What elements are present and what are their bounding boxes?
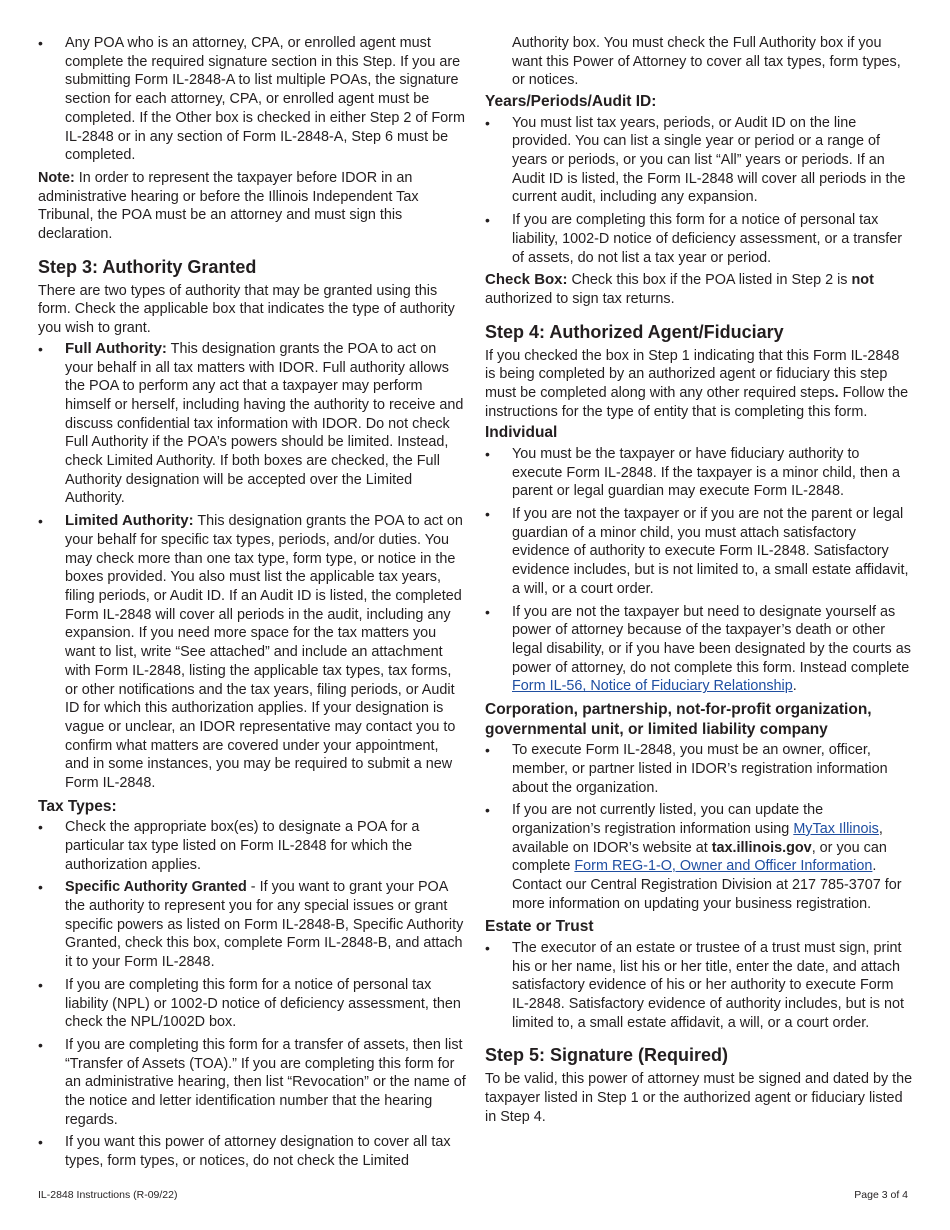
- left-column: [38, 34, 466, 1175]
- checkbox-text-2: authorized to sign tax returns.: [485, 290, 675, 307]
- estate-list: [485, 939, 913, 1033]
- corp-bullet-2-d: . Contact our Central Registration Division at 217 785-3707 for more information on updating your business registration.: [512, 858, 902, 912]
- step3-intro: There are two types of authority that may be granted using this form. Check the applicable box that indicates the type of authority you wish to grant.: [38, 282, 455, 337]
- years-heading: Years/Periods/Audit ID:: [485, 93, 657, 111]
- list-item: • You must list tax years, periods, or Audit ID on the line provided. You can list a single year or period or a range of years or periods, or you can list “All” years or periods. If an Audit ID is listed, the Form IL-2848 will cover all periods in the current audit, including any expansion.: [485, 114, 913, 208]
- step5-text: To be valid, this power of attorney must be signed and dated by the taxpayer listed in Step 1 or the authorized agent or fiduciary listed in Step 4.: [485, 1071, 913, 1125]
- footer-form-id: IL-2848 Instructions (R-09/22): [38, 1189, 178, 1201]
- step3-heading: Step 3: Authority Granted: [38, 256, 257, 277]
- form-il-56-link[interactable]: Form IL-56, Notice of Fiduciary Relationship: [512, 678, 793, 695]
- list-item-limited-authority: [38, 512, 466, 793]
- full-authority-text: This designation grants the POA to act on your behalf in all tax matters with IDOR. Full authority allows the POA to perform any act that a taxpayer may perform himself or herself, including having the authority to receive and discuss confidential tax information with IDOR. Do not check Full Authority if the POA’s powers should be limited. Instead, check Limited Authority. If both boxes are checked, the Full Authority designation will be accepted over the Limited Authority.: [65, 340, 464, 507]
- individual-list: [485, 445, 913, 696]
- list-item: • Check the appropriate box(es) to designate a POA for a particular tax type listed on Form IL-2848 for which the authorization applies.: [38, 818, 466, 874]
- list-item: • If you are not the taxpayer or if you are not the parent or legal guardian of a minor child, you must attach satisfactory evidence of authority to execute Form IL-2848. Satisfactory evidence includes, but is not limited to, a small estate affidavit, a will, or a court order.: [485, 505, 913, 599]
- corp-bullet-2-b: , available on IDOR’s website at: [512, 820, 883, 856]
- step4-heading: Step 4: Authorized Agent/Fiduciary: [485, 321, 784, 342]
- years-list: [485, 114, 913, 268]
- ind-bullet-3-text: If you are not the taxpayer but need to designate yourself as power of attorney because of the taxpayer’s death or other legal disability, or if you have been designated by the courts as power of attorney, do not complete this form. Instead complete: [512, 603, 911, 676]
- mytax-illinois-link[interactable]: MyTax Illinois: [793, 820, 879, 837]
- corporation-list: [485, 741, 913, 913]
- specific-authority-label: Specific Authority Granted: [65, 879, 247, 896]
- list-item: • Any POA who is an attorney, CPA, or enrolled agent must complete the required signature section in this Step. If you are submitting Form IL-2848-A to list multiple POAs, the signature section for each attorney, CPA, or enrolled agent must be completed. If the Other box is checked in either Step 2 of Form IL-2848 or in any section of Form IL-2848-A, Step 6 must be completed.: [38, 34, 466, 165]
- checkbox-paragraph: [485, 271, 913, 308]
- list-item: • The executor of an estate or trustee of a trust must sign, print his or her name, list his or her title, enter the date, and attach satisfactory evidence of his or her authority to execute Form IL-2848. Satisfactory evidence of authority includes, but is not limited to, a small estate affidavit, a will, or a court order.: [485, 939, 913, 1033]
- note-paragraph: [38, 169, 466, 244]
- tax-types-heading: Tax Types:: [38, 797, 117, 815]
- step5-heading: Step 5: Signature (Required): [485, 1045, 729, 1066]
- list-item: • If you are completing this form for a notice of personal tax liability, 1002-D notice of deficiency assessment, or a transfer of assets, do not list a tax year or period.: [485, 211, 913, 267]
- step4-intro-dot: .: [834, 385, 839, 402]
- continuation-text: Authority box. You must check the Full Authority box if you want this Power of Attorney to cover all tax types, form types, or notices.: [512, 35, 901, 89]
- footer-page-number: Page 3 of 4: [854, 1189, 908, 1201]
- website-url: tax.illinois.gov: [711, 839, 812, 856]
- list-item: [485, 801, 913, 913]
- list-item-specific-authority: [38, 878, 466, 972]
- list-item: [485, 603, 913, 697]
- step4-intro-1: If you checked the box in Step 1 indicating that this Form IL-2848 is being completed by an authorized agent or fiduciary this step must be completed along with any other required steps: [485, 347, 900, 402]
- list-item: • If you are completing this form for a transfer of assets, then list “Transfer of Assets (TOA).” If you are completing this form for an administrative hearing, then list “Revocation” or the name of the notice and letter identification number that the hearing regards.: [38, 1036, 466, 1130]
- list-item: • You must be the taxpayer or have fiduciary authority to execute Form IL-2848. If the taxpayer is a minor child, then a parent or legal guardian may execute Form IL-2848.: [485, 445, 913, 501]
- list-item-full-authority: [38, 340, 466, 508]
- individual-heading: Individual: [485, 424, 558, 442]
- note-text: In order to represent the taxpayer before IDOR in an administrative hearing or before the Illinois Independent Tax Tribunal, the POA must be an attorney and must sign this declaration.: [38, 169, 419, 243]
- poa-signature-list: [38, 34, 466, 165]
- corp-bullet-2-c: , or you can complete: [512, 839, 887, 875]
- right-column: [485, 34, 913, 1129]
- tax-types-list: [38, 818, 466, 1171]
- full-authority-label: Full Authority:: [65, 339, 167, 357]
- list-item: • To execute Form IL-2848, you must be an owner, officer, member, or partner listed in IDOR’s registration information about the organization.: [485, 741, 913, 797]
- list-item: • If you want this power of attorney designation to cover all tax types, form types, or notices, do not check the Limited: [38, 1133, 466, 1170]
- note-label: Note:: [38, 169, 75, 186]
- corp-bullet-2-a: If you are not currently listed, you can update the organization’s registration information using: [512, 802, 824, 837]
- checkbox-label: Check Box:: [485, 271, 568, 289]
- ind-bullet-3-end: .: [792, 678, 797, 695]
- limited-authority-text: This designation grants the POA to act on your behalf for specific tax types, periods, and/or duties. You may check more than one tax type, form type, or notice in the boxes provided. You also must list the applicable tax years, filing periods, or Audit ID. If an Audit ID is listed, the completed Form IL-2848 will cover all periods in the audit, including any expansion. If you need more space for the tax matters you want to list, write “See attached” and include an attachment with Form IL-2848, listing the applicable tax types, tax forms, or other notifications and the tax years, filing periods, or Audit ID for which this authorization applies. If your designation is vague or unclear, an IDOR representative may contact you to confirm what matters are covered under your appointment, and in some instances, you may be required to submit a new Form IL-2848.: [65, 513, 463, 792]
- limited-authority-label: Limited Authority:: [65, 512, 194, 530]
- corporation-heading: Corporation, partnership, not-for-profit organization, governmental unit, or limited liability company: [485, 701, 872, 738]
- specific-authority-text: - If you want to grant your POA the authority to represent you for any special issues or grant specific powers as listed on Form IL-2848-B, Specific Authority Granted, check this box, complete Form IL-2848-B, and attach it to your Form IL-2848.: [65, 879, 464, 971]
- checkbox-text-1: Check this box if the POA listed in Step 2 is: [567, 272, 852, 289]
- estate-heading: Estate or Trust: [485, 918, 594, 936]
- list-item: • If you are completing this form for a notice of personal tax liability (NPL) or 1002-D notice of deficiency assessment, then check the NPL/1002D box.: [38, 976, 466, 1032]
- checkbox-not: not: [851, 272, 874, 289]
- authority-types-list: [38, 340, 466, 793]
- step4-intro: [485, 347, 913, 422]
- form-reg-1-o-link[interactable]: Form REG-1-O, Owner and Officer Information: [574, 858, 873, 875]
- step4-intro-2: Follow the instructions for the type of entity that is completing this form.: [485, 385, 909, 420]
